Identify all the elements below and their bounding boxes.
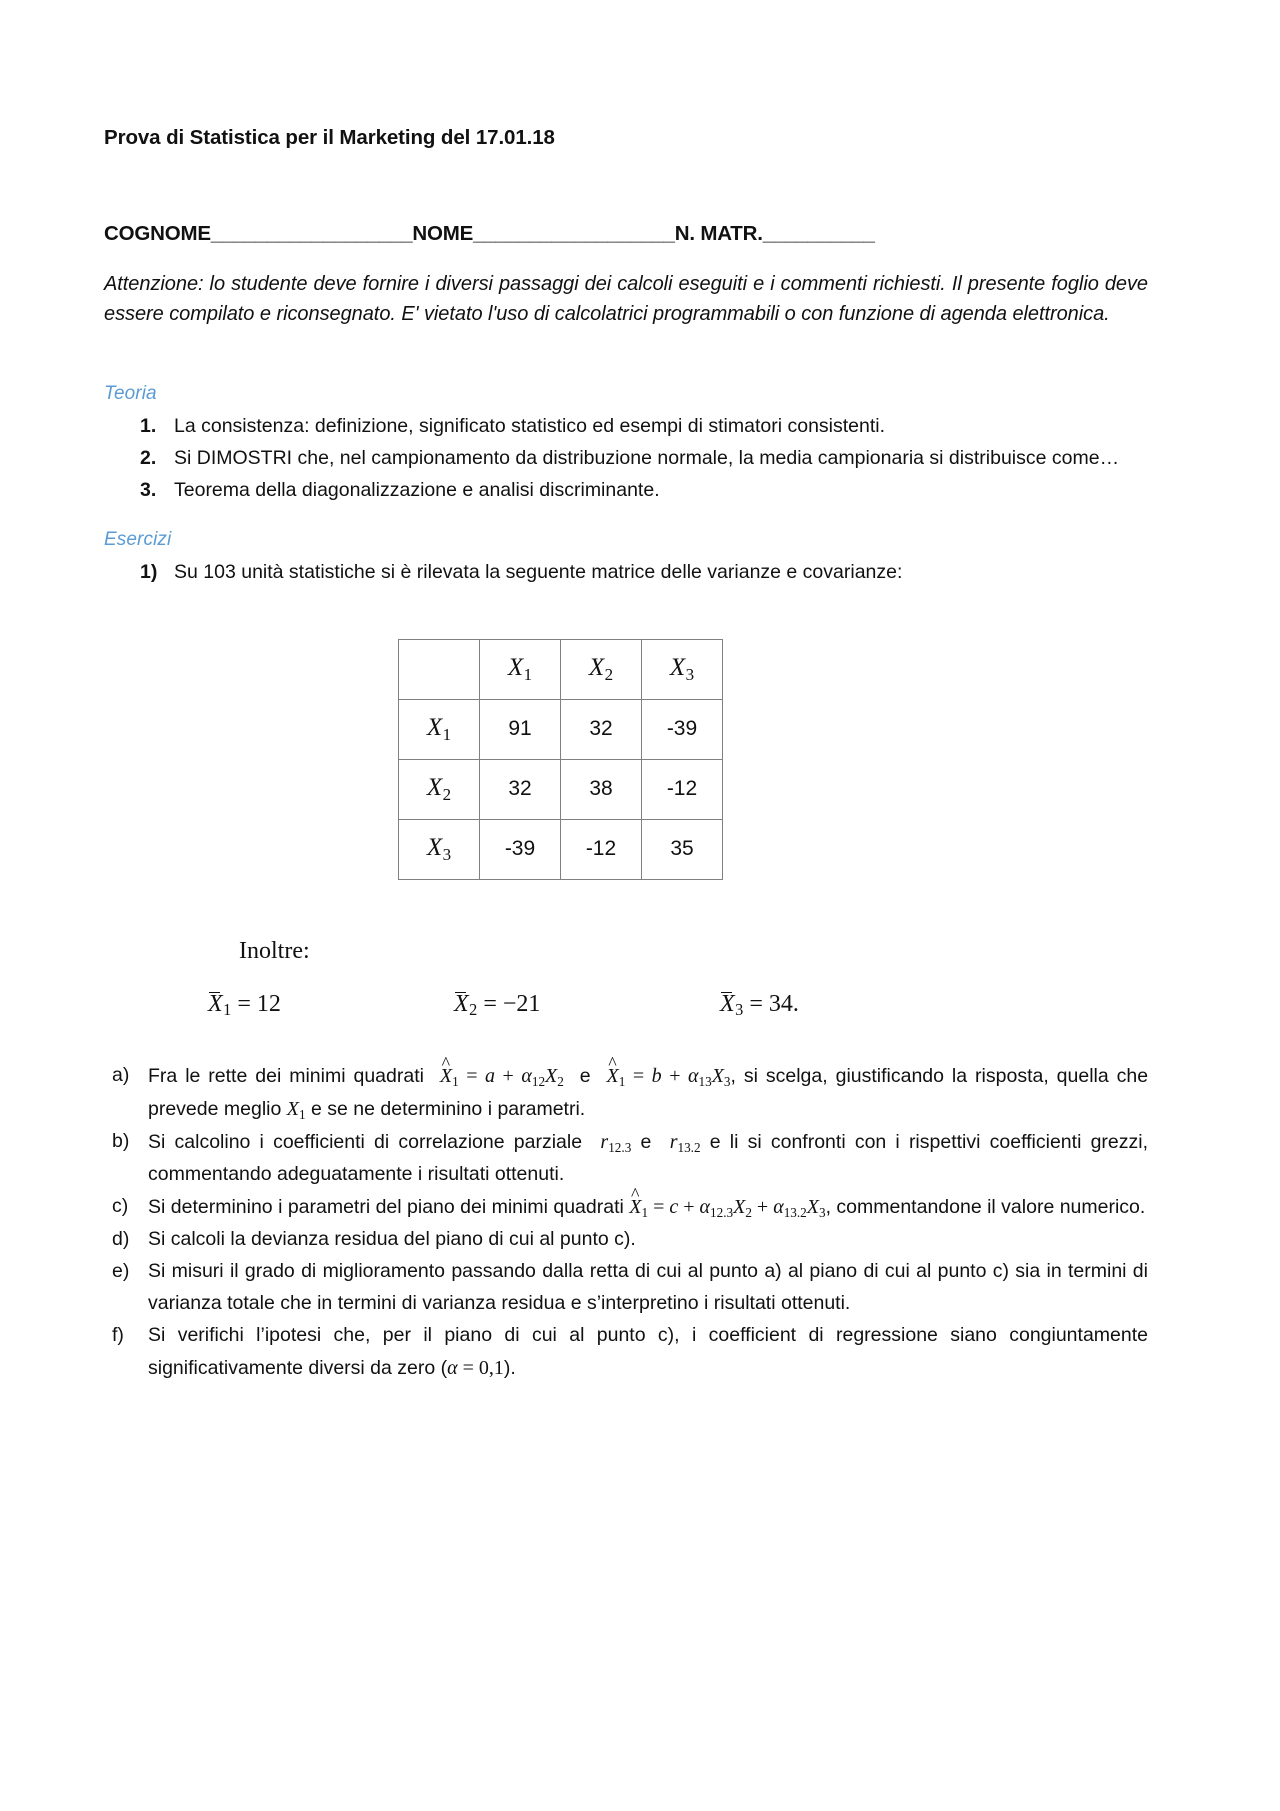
teoria-list bbox=[104, 411, 1176, 507]
list-item-f bbox=[104, 1320, 1148, 1385]
subitem-b-text-3: e li si confronti con i rispettivi coefficienti grezzi, commentando adeguatamente i risultati ottenuti. bbox=[148, 1131, 1149, 1186]
mean-x2-value: −21 bbox=[502, 990, 541, 1017]
subitem-b-formula-2: $r_{13.2}$ bbox=[669, 1131, 701, 1156]
subitem-b-text-2: e bbox=[640, 1131, 652, 1154]
subitem-c-text-2: , commentandone il valore numerico. bbox=[825, 1196, 1146, 1219]
list-marker: 3. bbox=[140, 478, 157, 501]
subitem-a-text-3: , si scelga, giustificando la risposta, quella che prevede meglio bbox=[148, 1065, 1149, 1121]
column-header: $X_1$ bbox=[480, 639, 561, 699]
column-header: $X_3$ bbox=[642, 639, 723, 699]
list-marker: e) bbox=[112, 1260, 130, 1283]
table-row bbox=[399, 699, 723, 759]
subitem-c-text-1: Si determinino i parametri del piano dei minimi quadrati bbox=[148, 1196, 624, 1219]
esercizi-subitems-list bbox=[104, 1060, 1176, 1385]
mean-x3-trailing: . bbox=[792, 990, 799, 1017]
section-heading-teoria: Teoria bbox=[104, 383, 157, 404]
subitem-a-formula-2: ^ $X_1 = b + \alpha_{13}X_3$ bbox=[607, 1065, 731, 1087]
list-item-text: Teorema della diagonalizzazione e analisi discriminante. bbox=[174, 478, 660, 501]
list-marker: b) bbox=[112, 1130, 130, 1153]
table-cell: -39 bbox=[642, 699, 723, 759]
mean-x1: $X_1 = 12$ bbox=[208, 990, 281, 1020]
list-marker: 2. bbox=[140, 446, 157, 469]
subitem-e-text: Si misuri il grado di miglioramento passando dalla retta di cui al punto a) al piano di cui al punto c) sia in termini di varianza totale che in termini di varianza residua e s’interpretino i risultati ottenuti. bbox=[148, 1260, 1148, 1315]
row-header: $X_2$ bbox=[399, 759, 480, 819]
subitem-a-text-1: Fra le rette dei minimi quadrati bbox=[148, 1065, 424, 1088]
table-cell: 32 bbox=[480, 759, 561, 819]
mean-x3-value: 34 bbox=[768, 990, 793, 1017]
table-corner-cell bbox=[399, 639, 480, 699]
spacer bbox=[104, 329, 1176, 383]
subitem-a-formula-1: ^ $X_1 = a + \alpha_{12}X_2$ bbox=[440, 1065, 564, 1087]
table-cell: -12 bbox=[561, 819, 642, 879]
list-marker: d) bbox=[112, 1228, 130, 1251]
list-item-text: La consistenza: definizione, significato statistico ed esempi di stimatori consistenti. bbox=[174, 415, 886, 437]
table-row bbox=[399, 759, 723, 819]
table-row bbox=[399, 639, 723, 699]
subitem-b-text-1: Si calcolino i coefficienti di correlazione parziale bbox=[148, 1131, 583, 1154]
list-item-text: Su 103 unità statistiche si è rilevata la seguente matrice delle varianze e covarianze: bbox=[174, 560, 903, 583]
subitem-f-text-2: ). bbox=[503, 1357, 516, 1380]
mean-x2: $X_2 = -21$ bbox=[454, 990, 541, 1020]
table-cell: 32 bbox=[561, 699, 642, 759]
covariance-matrix-table bbox=[398, 639, 723, 880]
spacer bbox=[104, 150, 1176, 222]
section-heading-esercizi: Esercizi bbox=[104, 528, 172, 550]
esercizi-list bbox=[104, 557, 1176, 589]
student-id-line: COGNOME__________________NOME__________________N. MATR.__________ bbox=[104, 222, 875, 245]
table-cell: 38 bbox=[561, 759, 642, 819]
subitem-a-formula-3: $X_1$ bbox=[286, 1098, 306, 1123]
list-marker: f) bbox=[112, 1324, 124, 1347]
subitem-c-formula-1: ^ $X_1 = c + \alpha_{12.3}X_2 + \alpha_{13.2}X_3$ bbox=[629, 1196, 825, 1218]
row-header: $X_3$ bbox=[399, 819, 480, 879]
table-cell: 35 bbox=[642, 819, 723, 879]
spacer bbox=[104, 1020, 1176, 1060]
table-cell: -12 bbox=[642, 759, 723, 819]
mean-x1-value: 12 bbox=[256, 990, 281, 1017]
subitem-d-text: Si calcoli la devianza residua del piano di cui al punto c). bbox=[148, 1228, 636, 1251]
list-item-e bbox=[104, 1256, 1148, 1320]
mean-x1-eq: = bbox=[237, 990, 251, 1017]
inoltre-label: Inoltre: bbox=[239, 937, 310, 964]
table-cell: -39 bbox=[480, 819, 561, 879]
mean-x3: $X_3 = 34$. bbox=[720, 990, 799, 1020]
row-header: $X_1$ bbox=[399, 699, 480, 759]
list-item-text: Si DIMOSTRI che, nel campionamento da distribuzione normale, la media campionaria si distribuisce come… bbox=[174, 446, 1120, 469]
spacer bbox=[104, 507, 1176, 529]
subitem-b-formula-1: $r_{12.3}$ bbox=[600, 1131, 632, 1156]
mean-x2-eq: = bbox=[483, 990, 497, 1017]
list-item bbox=[104, 557, 1148, 589]
list-item-c bbox=[104, 1191, 1148, 1224]
list-item-d bbox=[104, 1224, 1148, 1256]
list-marker: c) bbox=[112, 1195, 129, 1218]
list-marker: 1. bbox=[140, 415, 157, 437]
list-item bbox=[104, 411, 1148, 443]
spacer bbox=[104, 246, 1176, 269]
subitem-f-text-1: Si verifichi l’ipotesi che, per il piano di cui al punto c), i coefficient di regressione siano congiuntamente significativamente diversi da zero ( bbox=[148, 1324, 1148, 1380]
list-marker: 1) bbox=[140, 560, 158, 583]
attention-paragraph: Attenzione: lo studente deve fornire i diversi passaggi dei calcoli eseguiti e i commenti richiesti. Il presente foglio deve essere compilato e riconsegnato. E' vietato l'uso di calcolatrici programmabili o con funzione di agenda elettronica. bbox=[104, 273, 1148, 325]
covariance-matrix-wrapper bbox=[104, 639, 1176, 880]
page-title: Prova di Statistica per il Marketing del 17.01.18 bbox=[104, 126, 555, 149]
list-item bbox=[104, 475, 1148, 507]
means-row bbox=[208, 991, 1108, 1021]
table-cell: 91 bbox=[480, 699, 561, 759]
column-header: $X_2$ bbox=[561, 639, 642, 699]
list-item bbox=[104, 443, 1148, 475]
list-item-b bbox=[104, 1126, 1148, 1191]
subitem-a-text-2: e bbox=[579, 1065, 591, 1088]
table-row bbox=[399, 819, 723, 879]
list-item-a bbox=[104, 1060, 1148, 1126]
list-marker: a) bbox=[112, 1064, 130, 1087]
subitem-f-formula: α = 0,1 bbox=[447, 1357, 504, 1380]
subitem-a-text-4: e se ne determinino i parametri. bbox=[311, 1098, 586, 1121]
mean-x3-eq: = bbox=[749, 990, 763, 1017]
